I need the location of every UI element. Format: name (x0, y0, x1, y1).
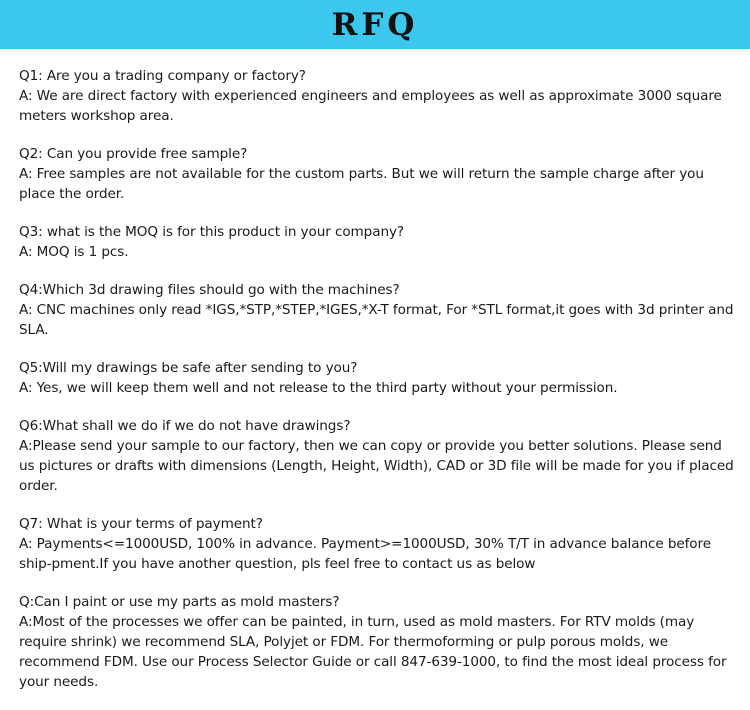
faq-question: Q:Can I paint or use my parts as mold masters? (19, 594, 340, 610)
faq-answer: A: CNC machines only read *IGS,*STP,*STEP,*IGES,*X-T format, For *STL format,it goes with 3d printer and SLA. (19, 302, 734, 338)
faq-question: Q5:Will my drawings be safe after sending to you? (19, 360, 358, 376)
faq-answer: A: Payments<=1000USD, 100% in advance. Payment>=1000USD, 30% T/T in advance balance before ship-pment.If you have another question, pls feel free to contact us as below (19, 536, 711, 572)
faq-item-q5 (19, 358, 737, 398)
faq-item-q8 (19, 592, 737, 692)
faq-answer: A: Yes, we will keep them well and not release to the third party without your permission. (19, 380, 618, 396)
faq-answer: A: MOQ is 1 pcs. (19, 244, 129, 260)
faq-question: Q6:What shall we do if we do not have drawings? (19, 418, 351, 434)
header-banner (0, 0, 750, 49)
faq-answer: A: Free samples are not available for the custom parts. But we will return the sample charge after you place the order. (19, 166, 704, 202)
faq-item-q7 (19, 514, 737, 574)
faq-item-q6 (19, 416, 737, 496)
faq-item-q1 (19, 66, 737, 126)
faq-item-q4 (19, 280, 737, 340)
faq-question: Q3: what is the MOQ is for this product in your company? (19, 224, 405, 240)
page-title: RFQ (331, 7, 419, 43)
faq-answer: A:Most of the processes we offer can be painted, in turn, used as mold masters. For RTV molds (may require shrink) we recommend SLA, Polyjet or FDM. For thermoforming or pulp porous molds, we recommend FDM. Use our Process Selector Guide or call 847-639-1000, to find the most ideal process for your needs. (19, 614, 727, 690)
faq-question: Q1: Are you a trading company or factory? (19, 68, 306, 84)
faq-item-q3 (19, 222, 737, 262)
faq-question: Q4:Which 3d drawing files should go with the machines? (19, 282, 400, 298)
faq-answer: A: We are direct factory with experienced engineers and employees as well as approximate 3000 square meters workshop area. (19, 88, 722, 124)
faq-item-q2 (19, 144, 737, 204)
faq-answer: A:Please send your sample to our factory, then we can copy or provide you better solutions. Please send us pictures or drafts with dimensions (Length, Height, Width), CAD or 3D file will be made for you if placed order. (19, 438, 734, 494)
faq-list (19, 66, 737, 710)
faq-question: Q2: Can you provide free sample? (19, 146, 248, 162)
faq-question: Q7: What is your terms of payment? (19, 516, 263, 532)
